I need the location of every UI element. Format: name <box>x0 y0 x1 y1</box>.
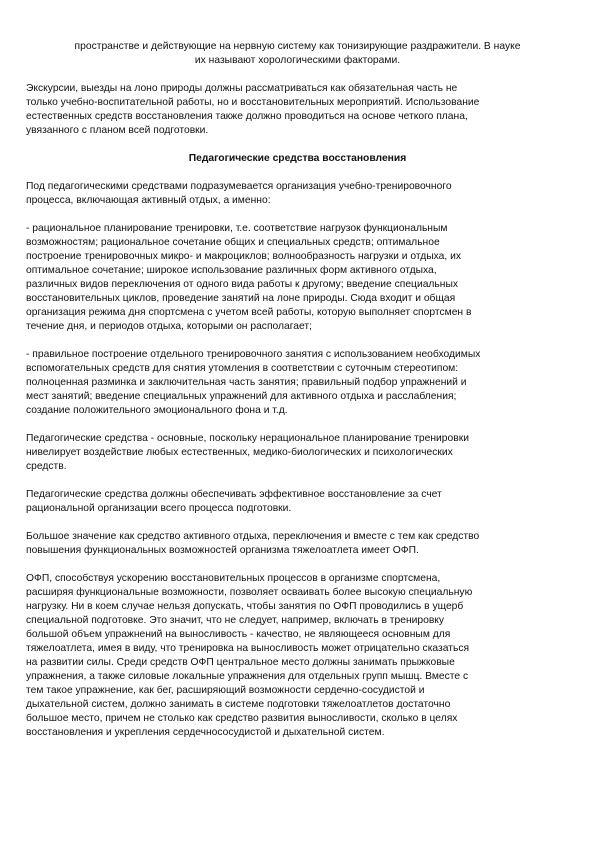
paragraph-chorological-factors: пространстве и действующие на нервную систему как тонизирующие раздражители. В науке их называют хорологическими факторами. <box>74 41 521 66</box>
paragraph-pedagogical-means-intro: Под педагогическими средствами подразумевается организация учебно-тренировочного процесса, включающая активный отдых, а именно: <box>26 181 452 206</box>
paragraph-rational-planning: - рациональное планирование тренировки, т.е. соответствие нагрузок функциональным возможностям; рациональное сочетание общих и специальных средств; оптимальное построение тренировочных микро- и макроциклов; волнообразность нагрузки и отдыха, их оптимальное сочетание; широкое использование различных форм активного отдыха, различных видов переключения от одного вида работы к другому; введение специальных восстановительных циклов, проведение занятий на лоне природы. Сюда входит и общая организация режима дня спортсмена с учетом всей работы, которую выполняет спортсмен в течение дня, и периодов отдыха, которыми он располагает; <box>26 223 472 332</box>
paragraph-pedagogical-main: Педагогические средства - основные, поскольку нерациональное планирование тренировки нивелирует воздействие любых естественных, медико-биологических и психологических средств. <box>26 433 469 472</box>
paragraph-session-structure: - правильное построение отдельного тренировочного занятия с использованием необходимых вспомогательных средств для снятия утомления в соответствии с суточным стереотипом: полноценная разминка и заключительная часть занятия; правильный подбор упражнений и мест занятий; введение специальных упражнений для активного отдыха и расслабления; создание положительного эмоционального фона и т.д. <box>26 349 481 416</box>
paragraph-ofp-details: ОФП, способствуя ускорению восстановительных процессов в организме спортсмена, расширяя функциональные возможности, позволяет осваивать более высокую специальную нагрузку. Ни в коем случае нельзя допускать, чтобы занятия по ОФП проводились в ущерб специальной подготовке. Это значит, что не следует, например, включать в тренировку большой объем упражнений на выносливость - качество, не являющееся основным для тяжелоатлета, имея в виду, что тренировка на выносливость может отрицательно сказаться на развитии силы. Среди средств ОФП центральное место должны занимать прыжковые упражнения, а также силовые локальные упражнения для отдельных групп мышц. Вместе с тем такое упражнение, как бег, расширяющий возможности сердечно-сосудистой и дыхательной систем, должно занимать в системе подготовки тяжелоатлетов достаточно большое место, причем не столько как средство развития выносливости, сколько в целях восстановления и укрепления сердечнососудистой и дыхательной систем. <box>26 573 473 738</box>
paragraph-ofp-importance: Большое значение как средство активного отдыха, переключения и вместе с тем как средство повышения функциональных возможностей организма тяжелоатлета имеет ОФП. <box>26 531 480 556</box>
section-heading: Педагогические средства восстановления <box>188 153 407 164</box>
paragraph-effective-recovery: Педагогические средства должны обеспечивать эффективное восстановление за счет рациональной организации всего процесса подготовки. <box>26 489 442 514</box>
paragraph-excursions: Экскурсии, выезды на лоно природы должны рассматриваться как обязательная часть не только учебно-воспитательной работы, но и восстановительных мероприятий. Использование естественных средств восстановления также должно проводиться на основе четкого плана, увязанного с планом всей подготовки. <box>26 83 480 136</box>
